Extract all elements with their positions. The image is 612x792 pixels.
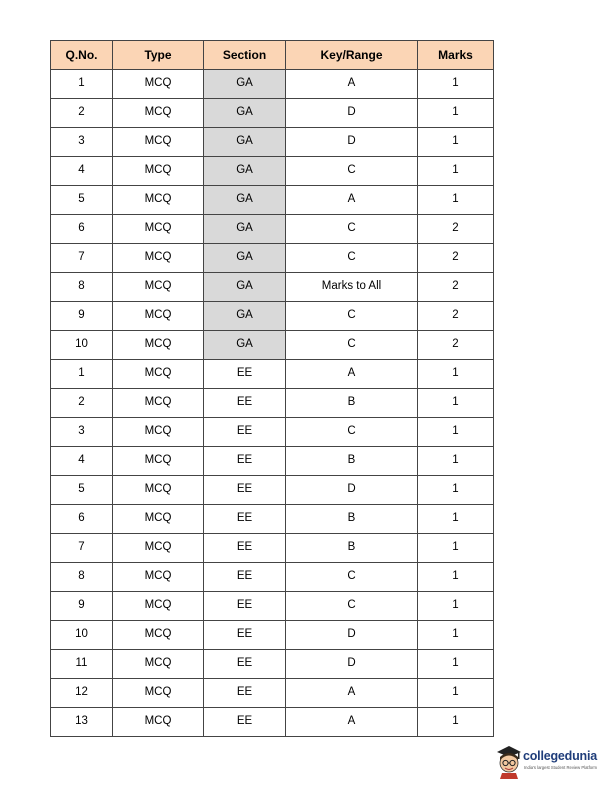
- cell-type: MCQ: [113, 708, 204, 737]
- cell-section: EE: [204, 621, 286, 650]
- cell-type: MCQ: [113, 592, 204, 621]
- cell-key: A: [286, 70, 418, 99]
- cell-section: EE: [204, 650, 286, 679]
- cell-key: A: [286, 708, 418, 737]
- table-row: [51, 186, 494, 215]
- cell-section: GA: [204, 99, 286, 128]
- table-row: [51, 563, 494, 592]
- cell-section: GA: [204, 302, 286, 331]
- cell-type: MCQ: [113, 99, 204, 128]
- cell-key: A: [286, 679, 418, 708]
- cell-qno: 9: [51, 592, 113, 621]
- table-row: [51, 418, 494, 447]
- cell-key: C: [286, 418, 418, 447]
- cell-section: EE: [204, 534, 286, 563]
- cell-key: C: [286, 592, 418, 621]
- cell-qno: 2: [51, 389, 113, 418]
- cell-type: MCQ: [113, 128, 204, 157]
- cell-type: MCQ: [113, 650, 204, 679]
- cell-key: A: [286, 186, 418, 215]
- cell-qno: 3: [51, 128, 113, 157]
- table-row: [51, 447, 494, 476]
- cell-key: A: [286, 360, 418, 389]
- table-row: [51, 621, 494, 650]
- cell-key: Marks to All: [286, 273, 418, 302]
- cell-section: EE: [204, 418, 286, 447]
- cell-section: EE: [204, 360, 286, 389]
- cell-qno: 4: [51, 447, 113, 476]
- cell-marks: 1: [418, 476, 494, 505]
- cell-key: B: [286, 447, 418, 476]
- cell-type: MCQ: [113, 360, 204, 389]
- cell-section: EE: [204, 563, 286, 592]
- cell-marks: 2: [418, 273, 494, 302]
- header-qno: Q.No.: [51, 41, 113, 70]
- cell-marks: 1: [418, 418, 494, 447]
- cell-section: EE: [204, 708, 286, 737]
- cell-marks: 1: [418, 389, 494, 418]
- table-row: [51, 215, 494, 244]
- cell-qno: 8: [51, 563, 113, 592]
- cell-marks: 2: [418, 302, 494, 331]
- cell-type: MCQ: [113, 476, 204, 505]
- table-row: [51, 592, 494, 621]
- cell-qno: 9: [51, 302, 113, 331]
- cell-type: MCQ: [113, 389, 204, 418]
- cell-marks: 1: [418, 621, 494, 650]
- cell-type: MCQ: [113, 331, 204, 360]
- cell-section: EE: [204, 592, 286, 621]
- logo-name: collegedunia: [523, 749, 598, 763]
- cell-marks: 2: [418, 215, 494, 244]
- cell-key: C: [286, 563, 418, 592]
- table-row: [51, 708, 494, 737]
- cell-marks: 1: [418, 592, 494, 621]
- table-row: [51, 360, 494, 389]
- cell-type: MCQ: [113, 302, 204, 331]
- cell-type: MCQ: [113, 621, 204, 650]
- cell-section: EE: [204, 505, 286, 534]
- student-mascot-icon: [493, 743, 525, 779]
- answer-key-table: [50, 40, 494, 737]
- logo-tagline: India's largest Student Review Platform: [524, 765, 597, 770]
- cell-type: MCQ: [113, 679, 204, 708]
- cell-marks: 1: [418, 650, 494, 679]
- cell-marks: 1: [418, 708, 494, 737]
- cell-qno: 6: [51, 505, 113, 534]
- cell-key: C: [286, 244, 418, 273]
- cell-qno: 5: [51, 186, 113, 215]
- cell-qno: 12: [51, 679, 113, 708]
- table-row: [51, 650, 494, 679]
- cell-marks: 1: [418, 186, 494, 215]
- table-row: [51, 273, 494, 302]
- cell-key: C: [286, 331, 418, 360]
- cell-section: EE: [204, 476, 286, 505]
- table-row: [51, 302, 494, 331]
- cell-qno: 1: [51, 360, 113, 389]
- cell-qno: 7: [51, 244, 113, 273]
- cell-marks: 1: [418, 563, 494, 592]
- header-key-range: Key/Range: [286, 41, 418, 70]
- cell-type: MCQ: [113, 505, 204, 534]
- cell-marks: 1: [418, 679, 494, 708]
- cell-marks: 1: [418, 128, 494, 157]
- cell-marks: 1: [418, 99, 494, 128]
- table-header-row: [51, 41, 494, 70]
- cell-qno: 13: [51, 708, 113, 737]
- cell-type: MCQ: [113, 215, 204, 244]
- collegedunia-logo: [493, 743, 605, 779]
- cell-marks: 1: [418, 70, 494, 99]
- cell-qno: 10: [51, 621, 113, 650]
- table-row: [51, 476, 494, 505]
- cell-qno: 4: [51, 157, 113, 186]
- cell-marks: 2: [418, 244, 494, 273]
- cell-qno: 3: [51, 418, 113, 447]
- cell-type: MCQ: [113, 563, 204, 592]
- cell-section: EE: [204, 389, 286, 418]
- cell-qno: 2: [51, 99, 113, 128]
- cell-qno: 7: [51, 534, 113, 563]
- header-marks: Marks: [418, 41, 494, 70]
- cell-qno: 10: [51, 331, 113, 360]
- cell-key: B: [286, 534, 418, 563]
- cell-type: MCQ: [113, 273, 204, 302]
- table-row: [51, 331, 494, 360]
- table-row: [51, 679, 494, 708]
- cell-key: D: [286, 99, 418, 128]
- header-type: Type: [113, 41, 204, 70]
- cell-marks: 1: [418, 534, 494, 563]
- cell-key: C: [286, 157, 418, 186]
- cell-type: MCQ: [113, 447, 204, 476]
- cell-type: MCQ: [113, 157, 204, 186]
- cell-type: MCQ: [113, 244, 204, 273]
- cell-type: MCQ: [113, 534, 204, 563]
- cell-qno: 8: [51, 273, 113, 302]
- cell-type: MCQ: [113, 70, 204, 99]
- table-row: [51, 99, 494, 128]
- cell-marks: 1: [418, 505, 494, 534]
- header-section: Section: [204, 41, 286, 70]
- cell-key: D: [286, 621, 418, 650]
- cell-key: B: [286, 389, 418, 418]
- cell-key: D: [286, 128, 418, 157]
- cell-section: GA: [204, 273, 286, 302]
- cell-qno: 6: [51, 215, 113, 244]
- cell-section: GA: [204, 157, 286, 186]
- cell-type: MCQ: [113, 418, 204, 447]
- cell-key: D: [286, 476, 418, 505]
- cell-marks: 1: [418, 447, 494, 476]
- cell-key: B: [286, 505, 418, 534]
- cell-qno: 5: [51, 476, 113, 505]
- cell-type: MCQ: [113, 186, 204, 215]
- table-row: [51, 244, 494, 273]
- cell-section: GA: [204, 215, 286, 244]
- cell-key: C: [286, 302, 418, 331]
- table-row: [51, 389, 494, 418]
- cell-section: EE: [204, 679, 286, 708]
- cell-marks: 1: [418, 157, 494, 186]
- table-row: [51, 70, 494, 99]
- cell-key: D: [286, 650, 418, 679]
- cell-section: GA: [204, 331, 286, 360]
- cell-section: GA: [204, 70, 286, 99]
- cell-section: GA: [204, 186, 286, 215]
- table-row: [51, 157, 494, 186]
- cell-marks: 2: [418, 331, 494, 360]
- cell-section: GA: [204, 128, 286, 157]
- cell-qno: 1: [51, 70, 113, 99]
- cell-qno: 11: [51, 650, 113, 679]
- cell-section: EE: [204, 447, 286, 476]
- cell-key: C: [286, 215, 418, 244]
- table-row: [51, 128, 494, 157]
- cell-section: GA: [204, 244, 286, 273]
- table-row: [51, 505, 494, 534]
- cell-marks: 1: [418, 360, 494, 389]
- table-row: [51, 534, 494, 563]
